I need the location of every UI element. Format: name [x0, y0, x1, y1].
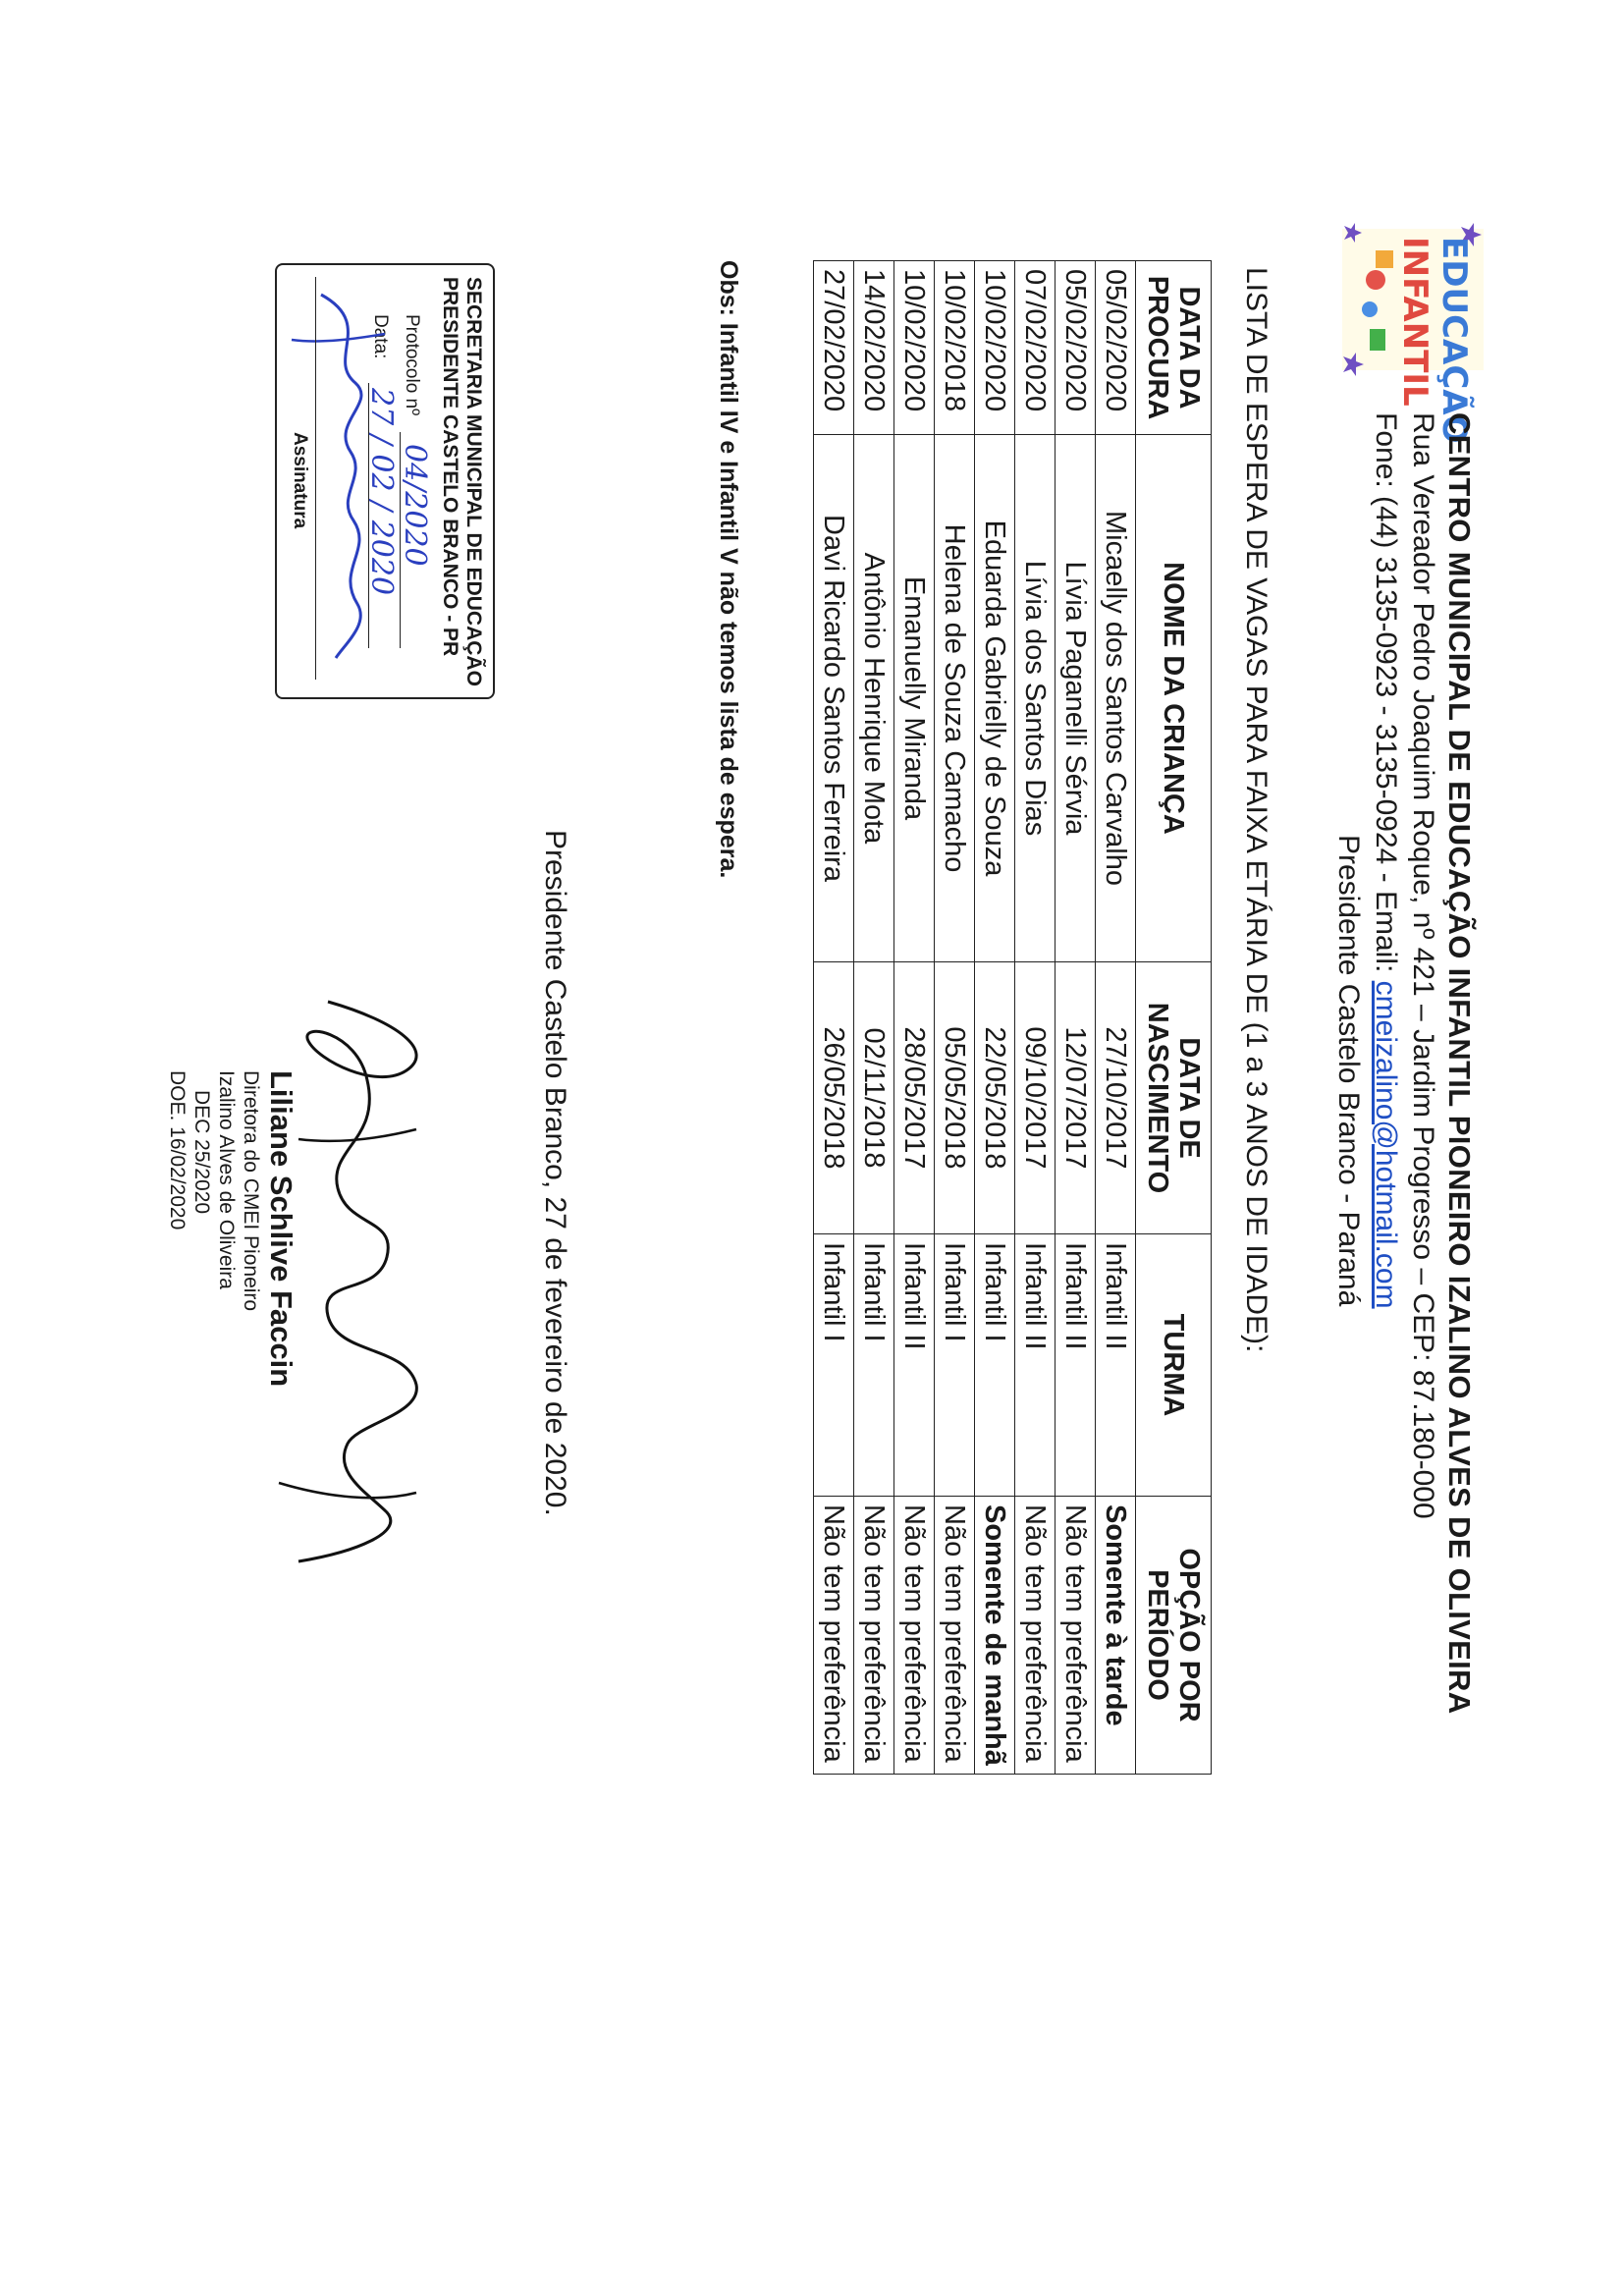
institution-city: Presidente Castelo Branco - Paraná — [1332, 835, 1365, 1307]
cell-date: 07/02/2020 — [1015, 261, 1056, 435]
table-row — [1056, 261, 1096, 1775]
cell-date: 10/02/2020 — [975, 261, 1015, 435]
cell-birth: 28/05/2017 — [894, 962, 935, 1234]
table-row — [814, 261, 854, 1775]
table-row — [1096, 261, 1136, 1775]
cell-date: 05/02/2020 — [1096, 261, 1136, 435]
signatory-role: Diretora do CMEI Pioneiro — [240, 1070, 262, 1312]
cell-option: Somente à tarde — [1096, 1497, 1136, 1775]
stamp-line-2: PRESIDENTE CASTELO BRANCO - PR — [439, 277, 461, 657]
cell-name: Emanuelly Miranda — [894, 435, 935, 962]
cell-date: 14/02/2020 — [854, 261, 894, 435]
cell-option: Não tem preferência — [894, 1497, 935, 1775]
phone-text: Fone: (44) 3135-0923 - 3135-0924 - Email: — [1370, 412, 1402, 981]
logo-word-educacao: EDUCAÇÃO — [1435, 237, 1474, 444]
stamp-protocol-handwritten: 04/2020 — [398, 444, 432, 567]
cell-class: Infantil II — [894, 1234, 935, 1497]
place-and-date: Presidente Castelo Branco, 27 de fevereiro de 2020. — [539, 830, 571, 1516]
cell-birth: 05/05/2018 — [935, 962, 975, 1234]
cell-class: Infantil I — [814, 1234, 854, 1497]
cell-date: 10/02/2018 — [935, 261, 975, 435]
cell-date: 27/02/2020 — [814, 261, 854, 435]
cell-name: Antônio Henrique Mota — [854, 435, 894, 962]
letterhead — [1329, 412, 1477, 1964]
signatory-block — [165, 1070, 298, 1424]
cell-name: Eduarda Gabrielly de Souza — [975, 435, 1015, 962]
cell-class: Infantil II — [1056, 1234, 1096, 1497]
email-link[interactable]: cmeizalino@hotmail.com — [1370, 980, 1402, 1309]
waitlist-title: LISTA DE ESPERA DE VAGAS PARA FAIXA ETÁRIA DE (1 a 3 ANOS DE IDADE): — [1240, 267, 1272, 1353]
director-signature — [269, 982, 475, 1571]
cell-birth: 09/10/2017 — [1015, 962, 1056, 1234]
protocol-stamp — [275, 263, 495, 699]
table-row — [854, 261, 894, 1775]
cell-class: Infantil I — [854, 1234, 894, 1497]
header-class: TURMA — [1136, 1234, 1212, 1497]
cell-class: Infantil I — [975, 1234, 1015, 1497]
cell-option: Não tem preferência — [1056, 1497, 1096, 1775]
cell-birth: 27/10/2017 — [1096, 962, 1136, 1234]
cell-class: Infantil II — [1096, 1234, 1136, 1497]
cell-name: Davi Ricardo Santos Ferreira — [814, 435, 854, 962]
signatory-doe: DOE. 16/02/2020 — [166, 1070, 189, 1230]
stamp-line-1: SECRETARIA MUNICIPAL DE EDUCAÇÃO — [462, 277, 485, 686]
logo-word-infantil: INFANTIL — [1395, 237, 1435, 407]
cell-option: Não tem preferência — [1015, 1497, 1056, 1775]
stamp-protocol-label: Protocolo nº — [402, 314, 422, 416]
header-name: NOME DA CRIANÇA — [1136, 435, 1212, 962]
stamp-date-handwritten: 27 / 02 / 2020 — [364, 388, 399, 596]
signatory-institution: Izalino Alves de Oliveira — [215, 1070, 238, 1289]
cell-option: Somente de manhã — [975, 1497, 1015, 1775]
institution-title: CENTRO MUNICIPAL DE EDUCAÇÃO INFANTIL PIONEIRO IZALINO ALVES DE OLIVEIRA — [1442, 412, 1477, 1715]
header-birth: DATA DE NASCIMENTO — [1136, 962, 1212, 1234]
cell-option: Não tem preferência — [854, 1497, 894, 1775]
stamp-date-label: Data: — [370, 314, 391, 359]
table-row — [894, 261, 935, 1775]
stamp-signature-rule — [315, 277, 316, 680]
stamp-signature-label: Assinatura — [290, 432, 310, 529]
waitlist-table — [813, 260, 1212, 1775]
cell-date: 05/02/2020 — [1056, 261, 1096, 435]
institution-address: Rua Vereador Pedro Joaquim Roque, nº 421 – Jardim Progresso – CEP: 87.180-000 — [1407, 412, 1439, 1519]
table-row — [1015, 261, 1056, 1775]
cell-birth: 26/05/2018 — [814, 962, 854, 1234]
cell-birth: 12/07/2017 — [1056, 962, 1096, 1234]
institution-contact — [1367, 412, 1404, 1964]
table-row — [935, 261, 975, 1775]
table-header-row — [1136, 261, 1212, 1775]
cell-date: 10/02/2020 — [894, 261, 935, 435]
signatory-name: Liliane Schlive Faccin — [264, 1070, 298, 1388]
signatory-dec: DEC 25/2020 — [190, 1090, 213, 1215]
cell-class: Infantil II — [1015, 1234, 1056, 1497]
cell-option: Não tem preferência — [814, 1497, 854, 1775]
cell-birth: 02/11/2018 — [854, 962, 894, 1234]
cell-name: Lívia dos Santos Dias — [1015, 435, 1056, 962]
cell-name: Micaelly dos Santos Carvalho — [1096, 435, 1136, 962]
cell-name: Lívia Paganelli Sérvia — [1056, 435, 1096, 962]
cell-name: Helena de Souza Camacho — [935, 435, 975, 962]
cell-option: Não tem preferência — [935, 1497, 975, 1775]
observation-note: Obs: Infantil IV e Infantil V não temos lista de espera. — [715, 260, 742, 879]
table-row — [975, 261, 1015, 1775]
school-logo — [1334, 221, 1491, 444]
cell-class: Infantil I — [935, 1234, 975, 1497]
cell-birth: 22/05/2018 — [975, 962, 1015, 1234]
header-date: DATA DA PROCURA — [1136, 261, 1212, 435]
header-option: OPÇÃO POR PERÍODO — [1136, 1497, 1212, 1775]
